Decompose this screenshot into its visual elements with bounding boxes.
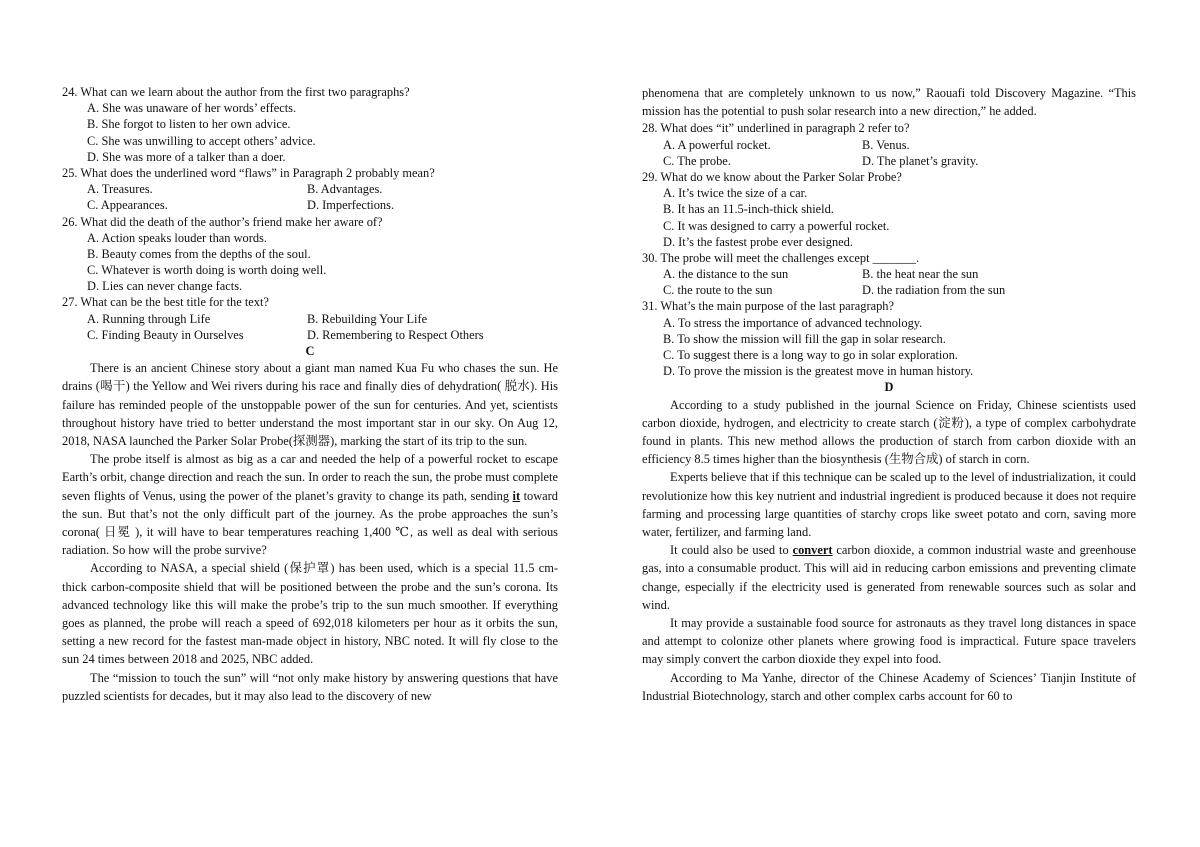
passage-c-paragraph-4: The “mission to touch the sun” will “not only make history by answering questions that have puzzled scientists for decades, but it may also lead to the discovery of new bbox=[62, 670, 558, 703]
section-d-heading: D bbox=[884, 380, 894, 395]
option-30d: D. the radiation from the sun bbox=[862, 283, 1006, 298]
passage-d-paragraph-2: Experts believe that if this technique can be scaled up to the level of industrialization, it could revolutionize how this key nutrient and industrial ingredient is produced because it does not require farming and processing large quantities of starchy crops like sweet potato and corn, saving more water, fertilizer, and farming land. bbox=[642, 470, 1136, 540]
options-28ab bbox=[642, 137, 1136, 153]
passage-d-paragraph-5: According to Ma Yanhe, director of the Chinese Academy of Sciences’ Tianjin Institute of Industrial Biotechnology, starch and other complex carbs account for 60 to bbox=[642, 670, 1136, 703]
option-25d: D. Imperfections. bbox=[307, 198, 395, 213]
passage-c-paragraph-2 bbox=[62, 450, 558, 559]
option-26c: C. Whatever is worth doing is worth doing well. bbox=[87, 263, 327, 278]
passage-c-paragraph-3: According to NASA, a special shield (保护罩) has been used, which is a special 11.5 cm-thick carbon-composite shield that will be positioned between the probe and the sun’s corona. Its advanced technology like this will make the probe’s trip to the sun much smoother. If everything goes as planned, the probe will reach a speed of 692,018 kilometers per hour as it orbits the sun, setting a new record for the fastest man-made object in history, NBC noted. It will fly close to the sun 24 times between 2018 and 2025, NBC added. bbox=[62, 561, 558, 667]
paragraph-2-text-b: toward the sun. But that’s not the only difficult part of the journey. As the probe approaches the sun’s corona( 日冕 ), it will have to bear temperatures reaching 1,400 ℃, as well as deal with serious radiation. So how will the probe survive? bbox=[62, 488, 558, 558]
underlined-convert: convert bbox=[792, 543, 833, 558]
options-25ab bbox=[62, 181, 558, 197]
option-24a: A. She was unaware of her words’ effects. bbox=[87, 101, 297, 116]
passage-d-paragraph-1: According to a study published in the journal Science on Friday, Chinese scientists used carbon dioxide, hydrogen, and electricity to create starch (淀粉), a type of complex carbohydrate found in plants. This new method allows the production of starch from carbon dioxide with an efficiency 8.5 times higher than the biosynthesis (生物合成) of starch in corn. bbox=[642, 397, 1136, 467]
right-column bbox=[642, 84, 1136, 705]
option-30c: C. the route to the sun bbox=[663, 283, 773, 298]
options-27cd bbox=[62, 327, 558, 343]
option-26a: A. Action speaks louder than words. bbox=[87, 230, 267, 245]
option-28d: D. The planet’s gravity. bbox=[862, 153, 979, 168]
option-31d: D. To prove the mission is the greatest move in human history. bbox=[663, 364, 974, 379]
question-25: 25. What does the underlined word “flaws” in Paragraph 2 probably mean? bbox=[62, 165, 435, 180]
question-30: 30. The probe will meet the challenges except _______. bbox=[642, 250, 920, 265]
paragraph-3-text-b: carbon dioxide, a common industrial waste and greenhouse gas, into a consumable product. This will aid in reducing carbon emissions and preventing climate change, especially if the electricity used is generated from renewable sources such as solar and wind. bbox=[642, 543, 1136, 612]
question-29: 29. What do we know about the Parker Solar Probe? bbox=[642, 169, 902, 184]
option-29d: D. It’s the fastest probe ever designed. bbox=[663, 234, 853, 249]
option-29c: C. It was designed to carry a powerful rocket. bbox=[663, 218, 890, 233]
option-29a: A. It’s twice the size of a car. bbox=[663, 186, 808, 201]
question-28: 28. What does “it” underlined in paragraph 2 refer to? bbox=[642, 121, 910, 136]
option-24c: C. She was unwilling to accept others’ advice. bbox=[87, 133, 316, 148]
option-31b: B. To show the mission will fill the gap in solar research. bbox=[663, 331, 946, 346]
left-column bbox=[62, 84, 558, 705]
option-30b: B. the heat near the sun bbox=[862, 267, 979, 282]
passage-d-paragraph-4: It may provide a sustainable food source for astronauts as they travel long distances in space and attempt to colonize other planets where growing food is impractical. Future space travelers may simply convert the carbon dioxide they expel into food. bbox=[642, 616, 1136, 667]
options-25cd bbox=[62, 197, 558, 213]
paragraph-3-text-a: It could also be used to bbox=[670, 543, 793, 558]
passage-d-paragraph-3 bbox=[642, 541, 1136, 614]
option-25c: C. Appearances. bbox=[87, 198, 168, 213]
option-27c: C. Finding Beauty in Ourselves bbox=[87, 327, 244, 342]
option-24b: B. She forgot to listen to her own advice. bbox=[87, 117, 291, 132]
question-24: 24. What can we learn about the author from the first two paragraphs? bbox=[62, 85, 410, 99]
option-27d: D. Remembering to Respect Others bbox=[307, 327, 484, 342]
options-30ab bbox=[642, 266, 1136, 282]
option-26d: D. Lies can never change facts. bbox=[87, 279, 243, 294]
passage-c-paragraph-4-continued: phenomena that are completely unknown to us now,” Raouafi told Discovery Magazine. “This mission has the potential to push solar research into a new direction,” he added. bbox=[642, 86, 1136, 119]
options-28cd bbox=[642, 153, 1136, 169]
options-30cd bbox=[642, 282, 1136, 298]
option-26b: B. Beauty comes from the depths of the soul. bbox=[87, 246, 311, 261]
section-c-heading: C bbox=[305, 344, 315, 358]
option-27a: A. Running through Life bbox=[87, 311, 211, 326]
option-25a: A. Treasures. bbox=[87, 182, 153, 197]
option-30a: A. the distance to the sun bbox=[663, 267, 789, 282]
question-26: 26. What did the death of the author’s friend make her aware of? bbox=[62, 214, 383, 229]
option-28c: C. The probe. bbox=[663, 153, 731, 168]
passage-c-paragraph-1: There is an ancient Chinese story about a giant man named Kua Fu who chases the sun. He drains (喝干) the Yellow and Wei rivers during his race and finally dies of dehydration( 脱水). His failure has reminded people of the unstoppable power of the sun for centuries. And yet, scientists throughout history have tried to better understand the most important star in our sky. On Aug 12, 2018, NASA launched the Parker Solar Probe(探测器), marking the start of its trip to the sun. bbox=[62, 361, 558, 448]
option-28a: A. A powerful rocket. bbox=[663, 137, 771, 152]
option-29b: B. It has an 11.5-inch-thick shield. bbox=[663, 202, 834, 217]
option-24d: D. She was more of a talker than a doer. bbox=[87, 149, 286, 164]
option-28b: B. Venus. bbox=[862, 137, 910, 152]
option-25b: B. Advantages. bbox=[307, 182, 383, 197]
paragraph-2-text-a: The probe itself is almost as big as a car and needed the help of a powerful rocket to escape Earth’s orbit, change direction and reach the sun. In order to reach the sun, the probe must complete seven flights of Venus, using the power of the planet’s gravity to change its path, sending bbox=[62, 452, 558, 503]
underlined-it: it bbox=[512, 488, 521, 503]
option-27b: B. Rebuilding Your Life bbox=[307, 311, 428, 326]
options-27ab bbox=[62, 311, 558, 327]
question-31: 31. What’s the main purpose of the last paragraph? bbox=[642, 299, 894, 314]
option-31a: A. To stress the importance of advanced technology. bbox=[663, 315, 923, 330]
option-31c: C. To suggest there is a long way to go in solar exploration. bbox=[663, 348, 958, 363]
question-27: 27. What can be the best title for the text? bbox=[62, 295, 269, 310]
